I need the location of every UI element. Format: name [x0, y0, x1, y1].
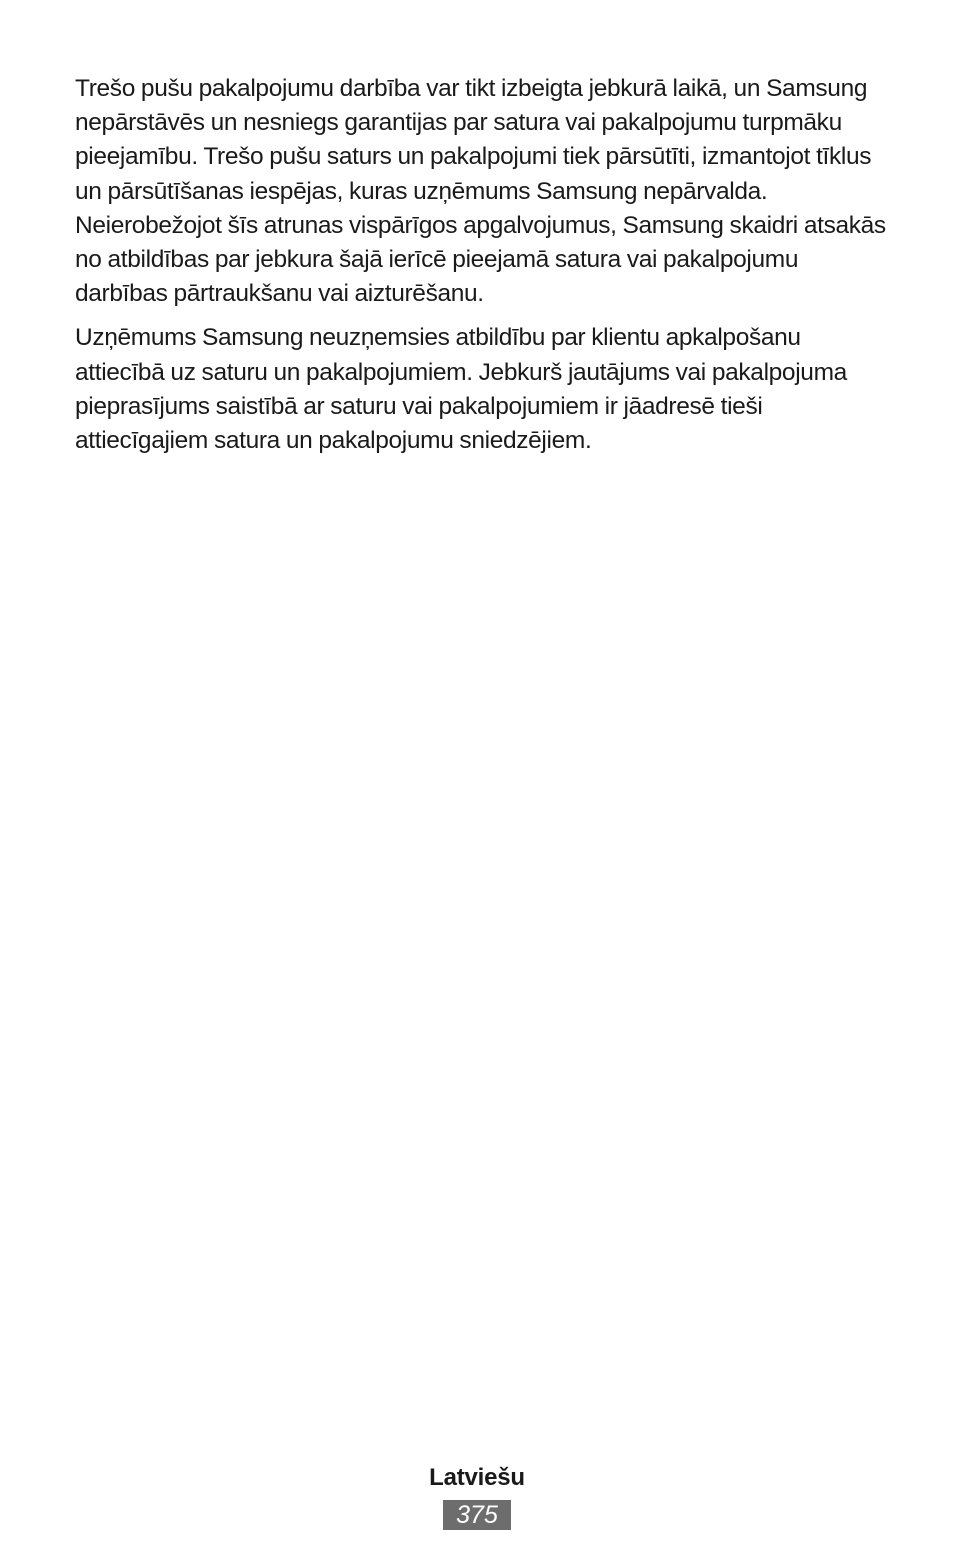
paragraph-customer-service: Uzņēmums Samsung neuzņemsies atbildību par klientu apkalpošanu attiecībā uz saturu un pakalpojumiem. Jebkurš jautājums vai pakalpojuma pieprasījums saistībā ar saturu vai pakalpojumiem ir jāadresē tieši attiecīgajiem satura un pakalpojumu sniedzējiem.: [75, 324, 847, 455]
footer-language-label: Latviešu: [429, 1464, 525, 1491]
page-number-badge: 375: [443, 1500, 511, 1530]
paragraph-third-party-services: Trešo pušu pakalpojumu darbība var tikt izbeigta jebkurā laikā, un Samsung nepārstāvēs un nesniegs garantijas par satura vai pakalpojumu turpmāku pieejamību. Trešo pušu saturs un pakalpojumi tiek pārsūtīti, izmantojot tīklus un pārsūtīšanas iespējas, kuras uzņēmums Samsung nepārvalda. Neierobežojot šīs atrunas vispārīgos apgalvojumus, Samsung skaidri atsakās no atbildības par jebkura šajā ierīcē pieejamā satura vai pakalpojumu darbības pārtraukšanu vai aizturēšanu.: [75, 75, 886, 308]
document-body: [75, 72, 887, 468]
page-footer: [0, 1462, 954, 1530]
